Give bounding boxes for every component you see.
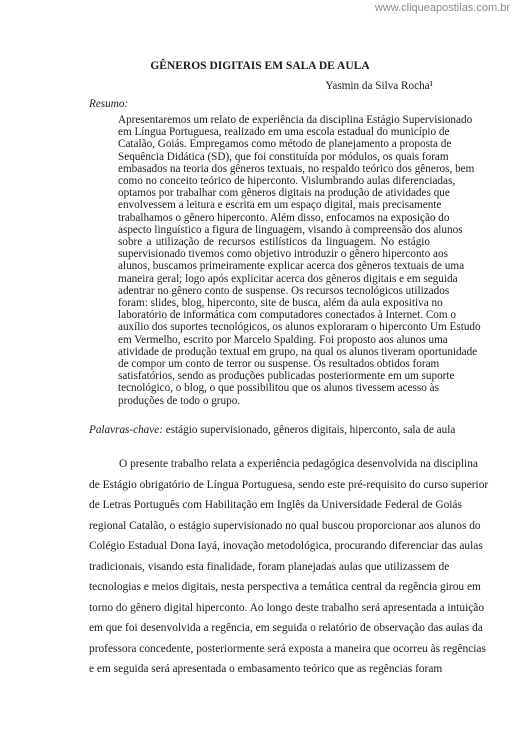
abstract-line: Catalão, Goiás. Empregamos como método de planejamento a proposta de: [118, 138, 452, 151]
site-watermark: www.cliqueapostilas.com.br: [374, 2, 510, 14]
body-line: de Letras Português com Habilitação em Inglês da Universidade Federal de Goiás: [89, 499, 462, 511]
abstract-line: tecnológico, o blog, o que possibilitou que os alunos tivessem acesso às: [118, 382, 439, 395]
abstract-label: Resumo:: [89, 98, 129, 110]
abstract-line: optamos por trabalhar com gêneros digitais na produção de atividades que: [118, 187, 450, 200]
keywords-label: Palavras-chave:: [89, 424, 163, 436]
abstract-line: trabalhamos o gênero hiperconto. Além disso, enfocamos na exposição do: [118, 211, 450, 224]
abstract-line: Sequência Didática (SD), que foi constituída por módulos, os quais foram: [118, 150, 449, 163]
abstract-line: atividade de produção textual em grupo, na qual os alunos tiveram oportunidade: [118, 345, 478, 358]
abstract-line: de compor um conto de terror ou suspense. Os resultados obtidos foram: [118, 358, 440, 370]
author-name: Yasmin da Silva Rocha¹: [325, 80, 433, 92]
keywords-text: estágio supervisionado, gêneros digitais, hiperconto, sala de aula: [162, 424, 456, 436]
body-line: O presente trabalho relata a experiência pedagógica desenvolvida na disciplina: [119, 458, 478, 470]
body-line: regional Catalão, o estágio supervisionado no qual buscou proporcionar aos alunos do: [89, 519, 481, 532]
abstract-line: alunos, buscamos primeiramente explicar acerca dos gêneros textuais de uma: [118, 260, 465, 273]
abstract-line: Apresentaremos um relato de experiência da disciplina Estágio Supervisionado: [118, 114, 473, 126]
abstract-line: aspecto linguístico a figura de linguagem, visando à compreensão dos alunos: [118, 223, 463, 236]
abstract-line: auxílio dos suportes tecnológicos, os alunos exploraram o hiperconto Um Estudo: [118, 321, 481, 334]
document-title: GÊNEROS DIGITAIS EM SALA DE AULA: [150, 60, 370, 72]
body-line: tecnologias e meios digitais, nesta perspectiva a temática central da regência girou em: [89, 581, 481, 593]
abstract-line: satisfatórios, sendo as produções publicadas posteriormente em um suporte: [118, 370, 455, 383]
abstract-line: produções de todo o grupo.: [118, 394, 241, 407]
abstract-line: envolvessem a leitura e escrita em um espaço digital, mais precisamente: [118, 199, 442, 212]
abstract-line: como no conceito teórico de hiperconto. Vislumbrando aulas diferenciadas,: [118, 175, 456, 187]
body-line: e em seguida será apresentada o embasamento teórico que as regências foram: [89, 663, 443, 675]
body-line: tradicionais, visando esta finalidade, foram planejadas aulas que utilizassem de: [89, 560, 450, 573]
body-line: torno do gênero digital hiperconto. Ao longo deste trabalho será apresentada a intuição: [89, 601, 485, 614]
abstract-line: foram: slides, blog, hiperconto, site de busca, além da aula expositiva no: [118, 297, 443, 309]
abstract-line: maneira geral; logo após explicitar acerca dos gêneros digitais e em seguida: [118, 272, 458, 285]
abstract-line: laboratório de informática com computadores conectados à Internet. Com o: [118, 309, 456, 322]
keywords-line: [89, 424, 455, 436]
body-line: professora concedente, posteriormente será exposta a maneira que ocorreu às regências: [89, 642, 486, 655]
abstract-line: em Língua Portuguesa, realizado em uma escola estadual do município de: [118, 126, 450, 139]
abstract-line: em Vermelho, escrito por Marcelo Spalding. Foi proposto aos alunos uma: [118, 333, 448, 346]
abstract-line: adentrar no gênero conto de suspense. Os recursos tecnológicos utilizados: [118, 284, 450, 297]
body-line: em que foi desenvolvida a regência, em seguida o relatório de observação das aulas da: [89, 622, 483, 634]
body-line: Colégio Estadual Dona Iayá, inovação metodológica, procurando diferenciar das aulas: [89, 540, 483, 552]
abstract-line: sobre a utilização de recursos estilísticos da linguagem. No estágio: [118, 236, 430, 248]
abstract-line: supervisionado tivemos como objetivo introduzir o gênero hiperconto aos: [118, 248, 448, 261]
abstract-line: embasados na teoria dos gêneros textuais, no respaldo teórico dos gêneros, bem: [118, 162, 475, 175]
body-line: de Estágio obrigatório de Língua Portuguesa, sendo este pré-requisito do curso superior: [89, 478, 489, 491]
